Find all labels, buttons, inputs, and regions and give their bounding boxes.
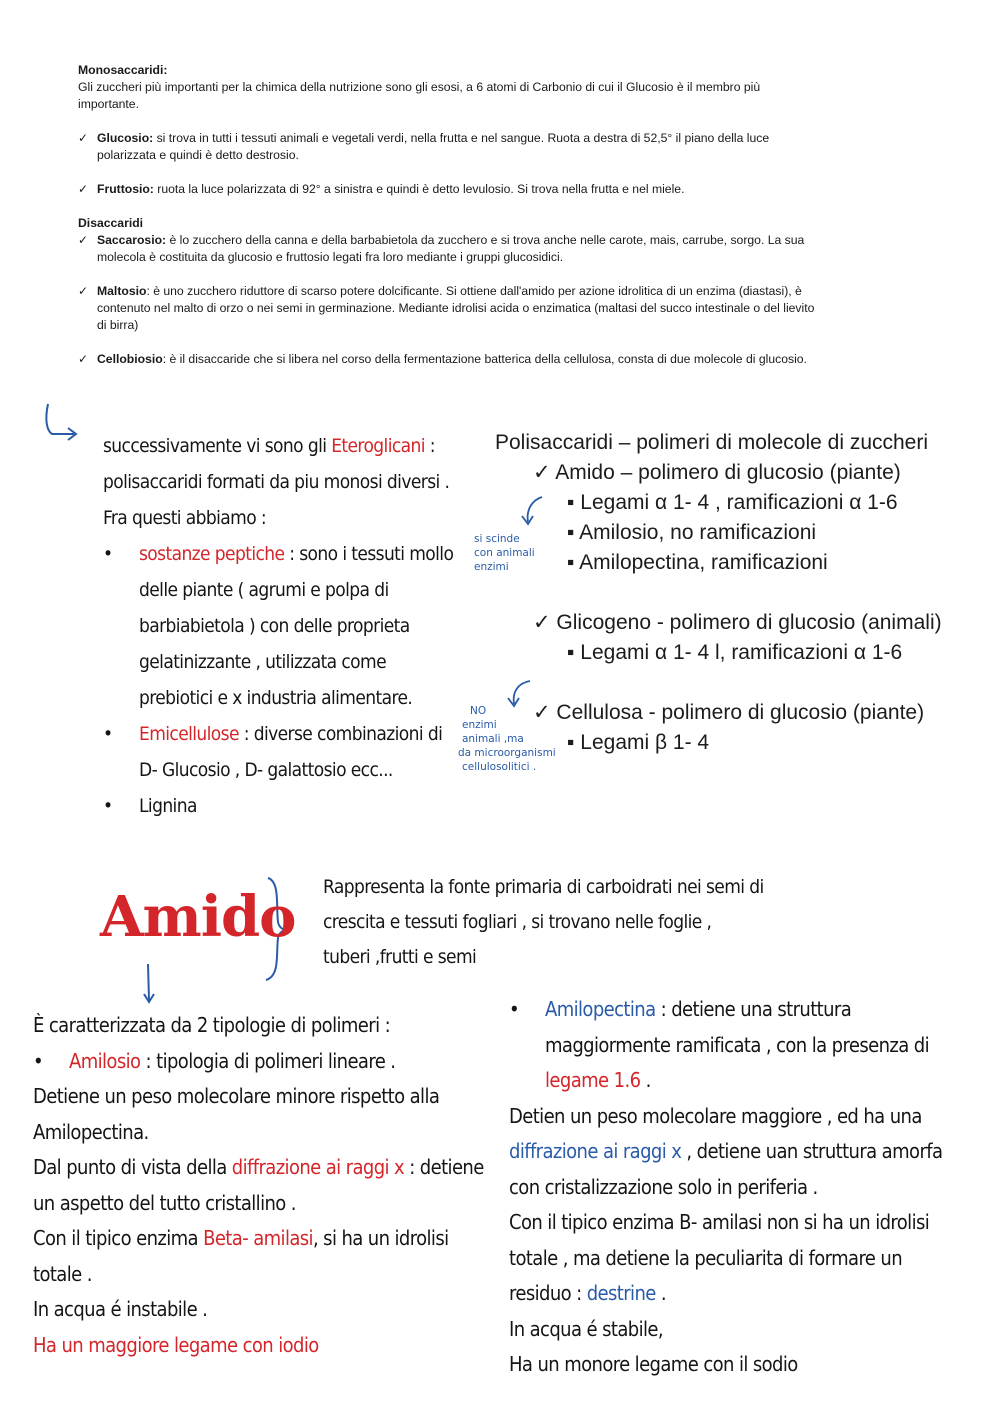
check-icon: ✓	[78, 233, 89, 247]
amido-description: Rappresenta la fonte primaria di carboidrati nei semi di crescita e tessuti fogliari , si trovano nelle foglie , tuberi ,frutti e semi	[323, 876, 764, 968]
amilosio-section: È caratterizzata da 2 tipologie di polimeri : • Amilosio : tipologia di polimeri lineare . Detiene un peso molecolare minore rispetto alla Amilopectina. Dal punto di vista della diffrazione ai raggi x : detiene un aspetto del tutto cristallino . Con il tipico enzima Beta- amilasi, si ha un idrolisi totale . In acqua é instabile . Ha un maggiore legame con iodio	[33, 1013, 484, 1357]
bullet: •	[509, 997, 520, 1021]
eteroglicani-section: successivamente vi sono gli Eteroglicani : polisaccaridi formati da piu monosi diversi . Fra questi abbiamo : • sostanze peptiche : sono i tessuti mollo delle piante ( agrumi e polpa di barbiabietola ) con delle proprieta gelatinizzante , utilizzata come prebiotici e x industria alimentare. • Emicellulose : diverse combinazioni di D- Glucosio , D- galattosio ecc... • Lignina	[103, 428, 453, 824]
maltosio-item: ✓ Maltosio: è uno zucchero riduttore di scarso potere dolcificante. Si ottiene dall'amido per azione idrolitica di un enzima (diastasi), è contenuto nel malto di orzo o nei semi in germinazione. Mediante idrolisi acida o enzimatica (maltasi del succo intestinale o del lievito di birra)	[78, 284, 815, 332]
polisaccaridi-slide: Polisaccaridi – polimeri di molecole di zuccheri ✓ Amido – polimero di glucosio (piante) ▪ Legami α 1- 4 , ramificazioni α 1-6 ▪ Amilosio, no ramificazioni ▪ Amilopectina, ramificazioni ✓ Glicogeno - polimero di glucosio (animali) ▪ Legami α 1- 4 l, ramificazioni α 1-6 ✓ Cellulosa - polimero di glucosio (piante) ▪ Legami β 1- 4	[495, 428, 1000, 758]
margin-note-enzimi: si scinde con animali enzimi	[474, 533, 535, 573]
fruttosio-item: ✓ Fruttosio: ruota la luce polarizzata di 92° a sinistra e quindi è detto levulosio. Si trova nella frutta e nel miele.	[78, 182, 685, 196]
poly-title: Polisaccaridi – polimeri di molecole di zuccheri	[495, 431, 929, 454]
check-icon: ✓	[78, 284, 89, 298]
cellobiosio-item: ✓ Cellobiosio: è il disaccaride che si libera nel corso della fermentazione batterica della cellulosa, consta di due molecole di glucosio.	[78, 352, 807, 366]
check-icon: ✓	[78, 352, 89, 366]
mono-intro: Gli zuccheri più importanti per la chimica della nutrizione sono gli esosi, a 6 atomi di Carbonio di cui il Glucosio è il membro più importante.	[78, 80, 761, 111]
saccarosio-item: ✓ Saccarosio: è lo zucchero della canna e della barbabietola da zucchero e si trova anche nelle carote, mais, carrube, sorgo. La sua molecola è costituita da glucosio e fruttosio legati fra loro mediante i gruppi glucosidici.	[78, 233, 805, 264]
bullet: •	[103, 795, 113, 817]
bullet: •	[103, 543, 113, 565]
check-icon: ✓	[78, 182, 89, 196]
check-icon: ✓	[78, 131, 89, 145]
amilopectina-section: • Amilopectina : detiene una struttura maggiormente ramificata , con la presenza di legame 1.6 . Detien un peso molecolare maggiore , ed ha una diffrazione ai raggi x , detiene uan struttura amorfa con cristalizzazione solo in periferia . Con il tipico enzima B- amilasi non si ha un idrolisi totale , ma detiene la peculiarita di formare un residuo : destrine . In acqua é stabile, Ha un monore legame con il sodio	[509, 992, 942, 1383]
amido-title: Amido	[100, 884, 296, 950]
bullet: •	[103, 723, 113, 745]
di-heading: Disaccaridi	[78, 216, 144, 230]
mono-heading: Monosaccaridi:	[78, 63, 168, 77]
margin-note-cellulosa: NO enzimi animali ,ma da microorganismi cellulosolitici .	[458, 705, 556, 773]
down-arrow-icon	[148, 964, 149, 1000]
bullet: •	[33, 1048, 44, 1073]
glucosio-item: ✓ Glucosio: si trova in tutti i tessuti animali e vegetali verdi, nella frutta e nel sangue. Ruota a destra di 52,5° il piano della luce polarizzata e quindi è detto destrosio.	[78, 131, 770, 162]
